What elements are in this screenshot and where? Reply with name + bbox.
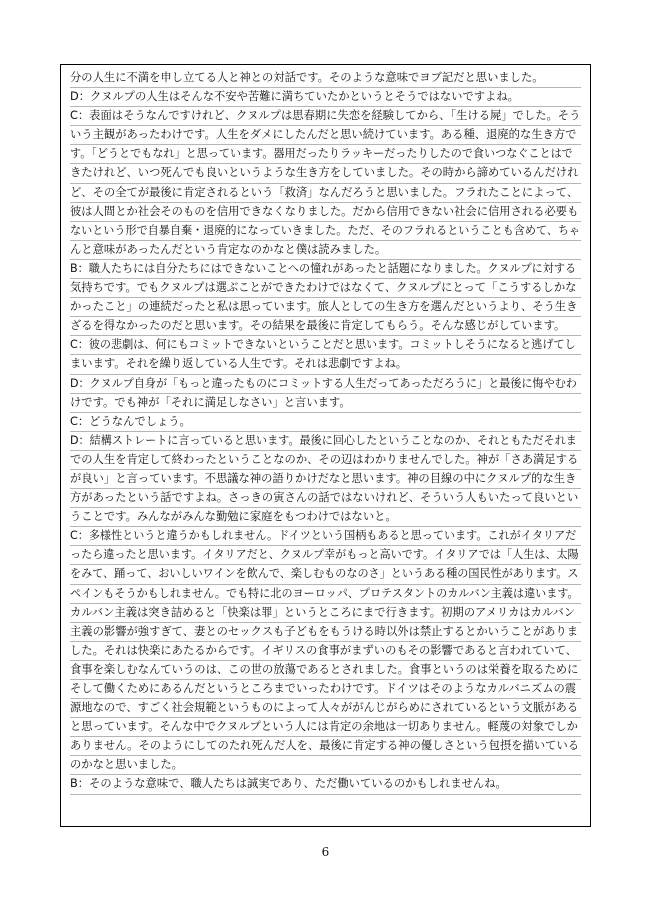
transcript-line: きたけれど、いつ死んでも良いというような生き方をしていました。その時から諦めているんだけれ [70, 164, 581, 183]
transcript-line: けです。でも神が「それに満足しなさい」と言います。 [70, 394, 581, 413]
transcript-line: 主義の影響が強すぎて、妻とのセックスも子どもをもうける時以外は禁止するとかいうことがありま [70, 623, 581, 642]
transcript-line: B：そのような意味で、職人たちは誠実であり、ただ働いているのかもしれませんね。 [70, 775, 581, 794]
transcript-box [60, 64, 591, 827]
transcript-line: ありません。そのようにしてのたれ死んだ人を、最後に肯定する神の優しさという包摂を描いている [70, 737, 581, 756]
transcript-line: 分の人生に不満を申し立てる人と神との対話です。そのような意味でヨブ記だと思いました。 [70, 69, 581, 88]
transcript-line: ざるを得なかったのだと思います。その結果を最後に肯定してもらう。そんな感じがしています。 [70, 317, 581, 336]
transcript-line: 食事を楽しむなんていうのは、この世の放蕩であるとされました。食事というのは栄養を取るために [70, 661, 581, 680]
transcript-line: のかなと思いました。 [70, 756, 581, 775]
transcript-line: カルバン主義は突き詰めると「快楽は罪」というところにまで行きます。初期のアメリカはカルバン [70, 604, 581, 623]
transcript-line: まいます。それを繰り返している人生です。それは悲劇ですよね。 [70, 355, 581, 374]
transcript-line: での人生を肯定して終わったということなのか、その辺はわかりませんでした。神が「さあ満足する [70, 451, 581, 470]
transcript-line: C：多様性というと違うかもしれません。ドイツという国柄もあると思っています。これがイタリアだ [70, 527, 581, 546]
transcript-line: と思っています。そんな中でクヌルプという人には肯定の余地は一切ありません。軽蔑の対象でしか [70, 718, 581, 737]
transcript-line: ったら違ったと思います。イタリアだと、クヌルプ幸がもっと高いです。イタリアでは「人生は、太陽 [70, 546, 581, 565]
transcript-line: した。それは快楽にあたるからです。イギリスの食事がまずいのもその影響であると言われていて、 [70, 642, 581, 661]
transcript-line: C：表面はそうなんですけれど、クヌルプは思春期に失恋を経験してから、「生ける屍」でした。そう [70, 107, 581, 126]
transcript-line: んと意味があったんだという肯定なのかなと僕は読みました。 [70, 241, 581, 260]
transcript-line: C：彼の悲劇は、何にもコミットできないということだと思います。コミットしそうになると逃げてし [70, 336, 581, 355]
transcript-line: D：結構ストレートに言っていると思います。最後に回心したということなのか、それともただそれま [70, 432, 581, 451]
transcript-line: が良い」と言っています。不思議な神の語りかけだなと思います。神の目線の中にクヌルプ的な生き [70, 470, 581, 489]
transcript-line: 源地なので、すごく社会規範というものによって人々ががんじがらめにされているという文脈がある [70, 699, 581, 718]
transcript-line: ど、その全てが最後に肯定されるという「救済」なんだろうと思いました。フラれたことによって、 [70, 184, 581, 203]
transcript-line: す。「どうとでもなれ」と思っています。器用だったりラッキーだったりしたので食いつなぐことはで [70, 145, 581, 164]
page-number: 6 [321, 845, 330, 859]
transcript-line: C：どうなんでしょう。 [70, 413, 581, 432]
transcript-line: B：職人たちには自分たちにはできないことへの憧れがあったと話題になりました。クヌルプに対する [70, 260, 581, 279]
transcript-line: 方があったという話ですよね。さっきの寅さんの話ではないけれど、そういう人もいたって良いとい [70, 489, 581, 508]
transcript-line: いう主観があったわけです。人生をダメにしたんだと思い続けています。ある種、退廃的な生き方で [70, 126, 581, 145]
transcript-line: 彼は人間とか社会そのものを信用できなくなりました。だから信用できない社会に信用される必要も [70, 203, 581, 222]
transcript-line: うことです。みんながみんな勤勉に家庭をもつわけではないと。 [70, 508, 581, 527]
transcript-line: ペインもそうかもしれません。でも特に北のヨーロッパ、プロテスタントのカルバン主義は違います。 [70, 585, 581, 604]
transcript-line: D：クヌルプの人生はそんな不安や苦難に満ちていたかというとそうではないですよね。 [70, 88, 581, 107]
transcript-line: そして働くためにあるんだというところまでいったわけです。ドイツはそのようなカルバニズムの震 [70, 680, 581, 699]
transcript-line: 気持ちです。でもクヌルプは選ぶことができたわけではなくて、クヌルプにとって「こうするしかな [70, 279, 581, 298]
transcript-lines [70, 69, 581, 795]
transcript-line: ないという形で自暴自棄・退廃的になっていきました。ただ、そのフラれるということも含めて、ちゃ [70, 222, 581, 241]
transcript-line: D：クヌルプ自身が「もっと違ったものにコミットする人生だってあっただろうに」と最後に悔やむわ [70, 375, 581, 394]
transcript-line: をみて、踊って、おいしいワインを飲んで、楽しむものなのさ」というある種の国民性があります。ス [70, 565, 581, 584]
transcript-line: かったこと」の連続だったと私は思っています。旅人としての生き方を選んだというより、そう生き [70, 298, 581, 317]
